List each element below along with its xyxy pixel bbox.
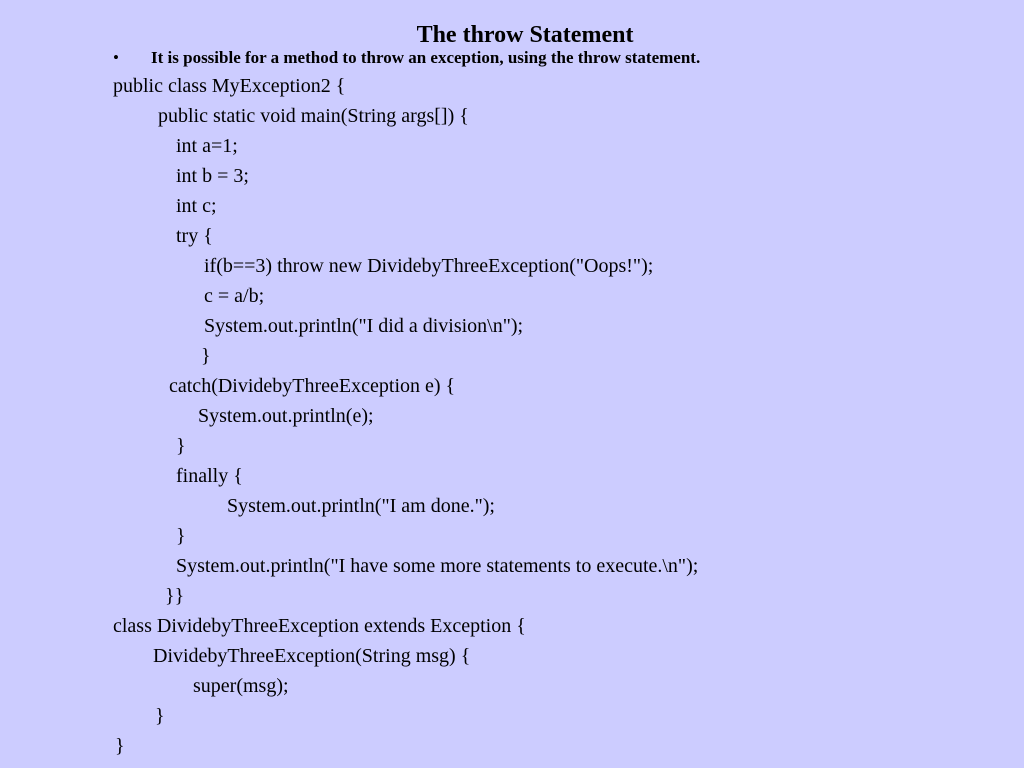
code-line: System.out.println("I have some more statements to execute.\n");: [176, 555, 699, 577]
code-line: }: [155, 705, 165, 727]
code-line: finally {: [176, 465, 243, 487]
code-line: catch(DividebyThreeException e) {: [169, 375, 456, 397]
code-line: System.out.println(e);: [198, 405, 374, 427]
code-line: public class MyException2 {: [113, 75, 346, 97]
code-line: }: [176, 435, 186, 457]
bullet-marker: •: [113, 48, 119, 67]
code-line: }}: [165, 585, 185, 607]
code-line: }: [176, 525, 186, 547]
code-line: int c;: [176, 195, 217, 217]
slide-title: The throw Statement: [416, 22, 634, 48]
code-line: int a=1;: [176, 135, 238, 157]
code-line: super(msg);: [193, 675, 289, 697]
code-line: }: [115, 735, 125, 757]
code-line: System.out.println("I did a division\n");: [204, 315, 524, 337]
code-line: public static void main(String args[]) {: [158, 105, 469, 127]
code-line: }: [201, 345, 211, 367]
code-line: DividebyThreeException(String msg) {: [153, 645, 471, 667]
code-line: if(b==3) throw new DividebyThreeException("Oops!");: [204, 255, 654, 277]
bullet-text: It is possible for a method to throw an exception, using the throw statement.: [151, 48, 701, 67]
code-line: class DividebyThreeException extends Exception {: [113, 615, 526, 637]
code-line: try {: [176, 225, 213, 247]
code-line: int b = 3;: [176, 165, 249, 187]
code-line: c = a/b;: [204, 285, 265, 307]
code-line: System.out.println("I am done.");: [227, 495, 495, 517]
